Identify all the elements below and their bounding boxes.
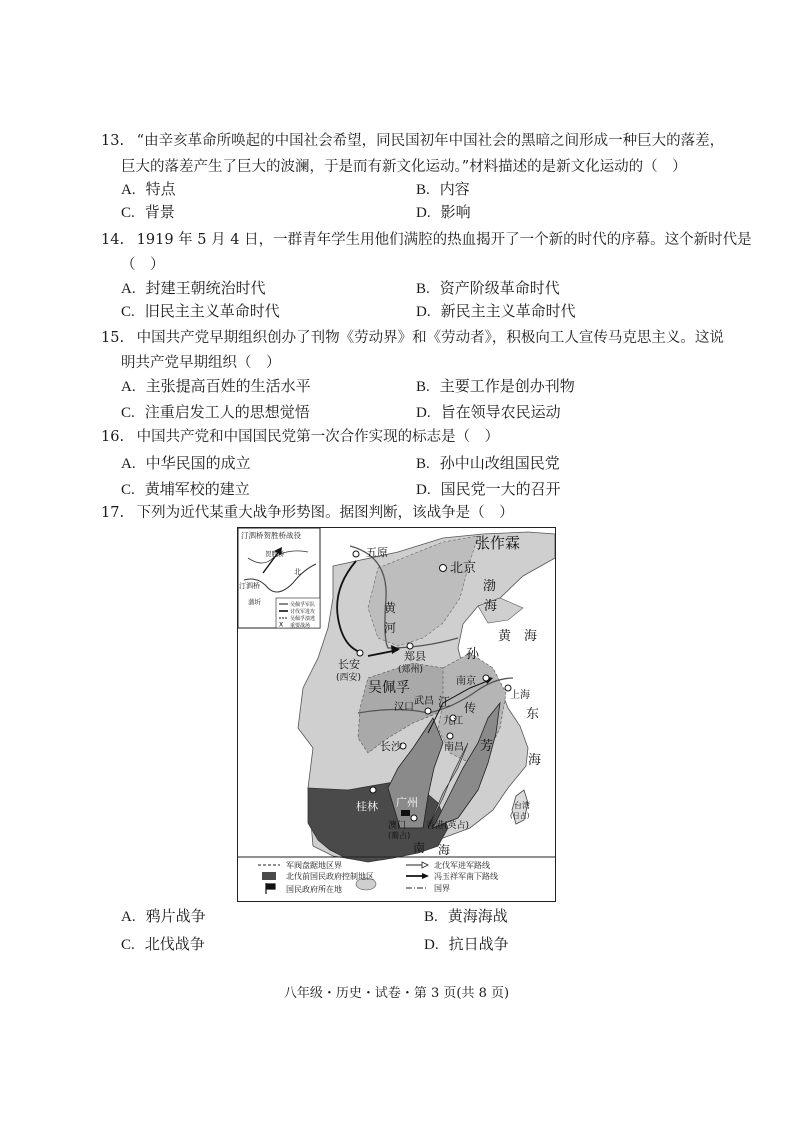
question-16-number: 16.: [101, 429, 125, 445]
question-14-number: 14.: [101, 232, 125, 248]
label-aomen: 澳门: [388, 821, 407, 831]
question-13-option-b[interactable]: B. 内容: [416, 180, 470, 198]
label-jiujiang: 九江: [443, 716, 463, 727]
legend-text-4: 北伐军进军路线: [434, 861, 490, 870]
northern-expedition-map: [237, 527, 556, 902]
city-beijing: [440, 565, 447, 572]
label-zhangzuolin: 张作霖: [475, 534, 521, 552]
question-14-text-2: （ ）: [121, 257, 165, 273]
city-wuyuan: [353, 551, 359, 557]
label-guangzhou: 广州: [396, 796, 418, 809]
government-flag-icon: [401, 810, 410, 816]
label-wuchang: 武昌: [414, 696, 434, 707]
question-14-option-d[interactable]: D. 新民主主义革命时代: [416, 302, 576, 320]
question-17-option-c[interactable]: C. 北伐战争: [121, 935, 205, 953]
question-14-text-1: 1919 年 5 月 4 日，一群青年学生用他们满腔的热血揭开了一个新的时代的序幕。这个新时代是: [136, 232, 752, 248]
label-shanghai: 上海: [510, 690, 530, 701]
city-zhengxian: [407, 643, 413, 649]
question-17-line-1: [101, 503, 514, 523]
legend-text-3: 国民政府所在地: [286, 885, 342, 894]
label-nanchang: 南昌: [444, 742, 464, 753]
label-beijing: 北京: [450, 561, 477, 576]
question-15-option-d[interactable]: D. 旨在领导农民运动: [416, 403, 561, 421]
city-guangzhou: [411, 815, 417, 821]
question-16-text-1: 中国共产党和中国国民党第一次合作实现的标志是（ ）: [136, 429, 500, 445]
label-xianggang: 香港(英占): [426, 821, 470, 831]
question-16-option-d[interactable]: D. 国民党一大的召开: [416, 480, 561, 498]
question-15-line-1: [101, 328, 724, 348]
question-15-option-b[interactable]: B. 主要工作是创办刊物: [416, 377, 575, 395]
question-16-option-b[interactable]: B. 孙中山改组国民党: [416, 454, 560, 472]
question-13-option-d[interactable]: D. 影响: [416, 203, 471, 221]
city-nanjing: [483, 675, 489, 681]
label-sun: 孙: [466, 647, 480, 662]
label-hai-3: 海: [438, 843, 451, 857]
city-changan: [357, 650, 363, 656]
label-taiwan: 台湾: [514, 801, 530, 810]
label-fang: 芳: [480, 739, 494, 754]
label-he: 河: [384, 621, 397, 635]
question-17-option-d[interactable]: D. 抗日战争: [424, 935, 509, 953]
question-13-text-2: 巨大的落差产生了巨大的波澜，于是而有新文化运动。”材料描述的是新文化运动的（ ）: [121, 159, 687, 175]
question-14-option-b[interactable]: B. 资产阶级革命时代: [416, 279, 560, 297]
label-riwan: (日占): [510, 812, 530, 820]
label-xian: (西安): [336, 673, 362, 683]
question-13-text-1: “由辛亥革命所唤起的中国社会希望，同民国初年中国社会的黑暗之间形成一种巨大的落差，: [136, 133, 725, 149]
question-17-option-a[interactable]: A. 鸦片战争: [121, 907, 206, 925]
inset-label-tingsi: 汀泗桥: [239, 582, 260, 590]
question-17-text-1: 下列为近代某重大战争形势图。据图判断，该战争是（ ）: [136, 505, 514, 521]
label-huanghai: 黄 海: [498, 629, 538, 644]
label-guilin: 桂林: [356, 800, 378, 813]
label-zhengzhou: (郑州): [398, 665, 424, 675]
question-15-number: 15.: [101, 330, 125, 346]
question-15-option-a[interactable]: A. 主张提高百姓的生活水平: [121, 377, 311, 395]
label-nan: 南: [413, 841, 426, 855]
label-hankou: 汉口: [394, 702, 414, 713]
label-hai-2: 海: [528, 753, 542, 768]
label-hai-1: 海: [484, 599, 498, 614]
legend-text-2: 北伐前国民政府控制地区: [286, 872, 374, 881]
inset-title: 汀泗桥贺胜桥战役: [241, 531, 301, 540]
inset-legend-symbol-4: X: [279, 621, 284, 629]
label-putao: (葡占): [388, 831, 411, 840]
map-svg: [238, 528, 555, 901]
legend-text-1: 军阀盘踞地区界: [286, 861, 342, 870]
question-13-line-1: [101, 131, 724, 151]
question-16-line-1: [101, 427, 499, 447]
question-14-line-1: [101, 230, 752, 250]
question-14-option-a[interactable]: A. 封建王朝统治时代: [121, 279, 266, 297]
label-changan: 长安: [338, 658, 360, 671]
city-nanchang: [447, 733, 453, 739]
question-17-option-b[interactable]: B. 黄海海战: [424, 907, 508, 925]
legend-text-6: 国界: [434, 884, 450, 893]
legend-symbol-dark: [262, 872, 276, 880]
label-chuan: 传: [464, 701, 477, 715]
inset-legend-4: 重要战场: [290, 623, 311, 629]
label-zhengxian: 郑县: [404, 650, 426, 663]
question-15-text-1: 中国共产党早期组织创办了刊物《劳动界》和《劳动者》，积极向工人宣传马克思主义。这说: [136, 330, 724, 346]
label-dong: 东: [526, 707, 540, 722]
label-changsha: 长沙: [380, 740, 402, 753]
question-13-option-c[interactable]: C. 背景: [121, 203, 175, 221]
label-jiang: 江: [438, 695, 451, 709]
inset-label-hesheng: 贺胜桥: [265, 550, 285, 558]
city-guilin: [370, 787, 376, 793]
city-wuchang: [425, 708, 431, 714]
legend-text-5: 冯玉祥军南下路线: [434, 872, 498, 881]
label-bo: 渤: [483, 579, 497, 594]
question-17-number: 17.: [101, 505, 125, 521]
question-15-option-c[interactable]: C. 注重启发工人的思想觉悟: [121, 403, 310, 421]
inset-legend-3: 吴佩孚溃逃: [290, 616, 316, 622]
label-wupeifu: 吴佩孚: [368, 680, 410, 696]
question-13-number: 13.: [101, 133, 125, 149]
question-13-option-a[interactable]: A. 特点: [121, 180, 176, 198]
page-footer: 八年级・历史・试卷・第 3 页(共 8 页): [283, 986, 510, 1001]
inset-label-north: 北: [294, 568, 301, 576]
question-16-option-c[interactable]: C. 黄埔军校的建立: [121, 480, 250, 498]
label-nanjing: 南京: [456, 676, 476, 687]
inset-label-puqi: 蒲圻: [248, 598, 261, 606]
label-wuyuan: 五原: [366, 546, 388, 559]
question-15-text-2: 明共产党早期组织（ ）: [121, 355, 281, 371]
inset-legend-2: 讨伐军进攻: [290, 609, 316, 615]
question-14-option-c[interactable]: C. 旧民主主义革命时代: [121, 302, 280, 320]
question-16-option-a[interactable]: A. 中华民国的成立: [121, 454, 251, 472]
label-huang: 黄: [384, 601, 397, 615]
inset-legend-1: 吴佩孚军队: [290, 602, 316, 608]
